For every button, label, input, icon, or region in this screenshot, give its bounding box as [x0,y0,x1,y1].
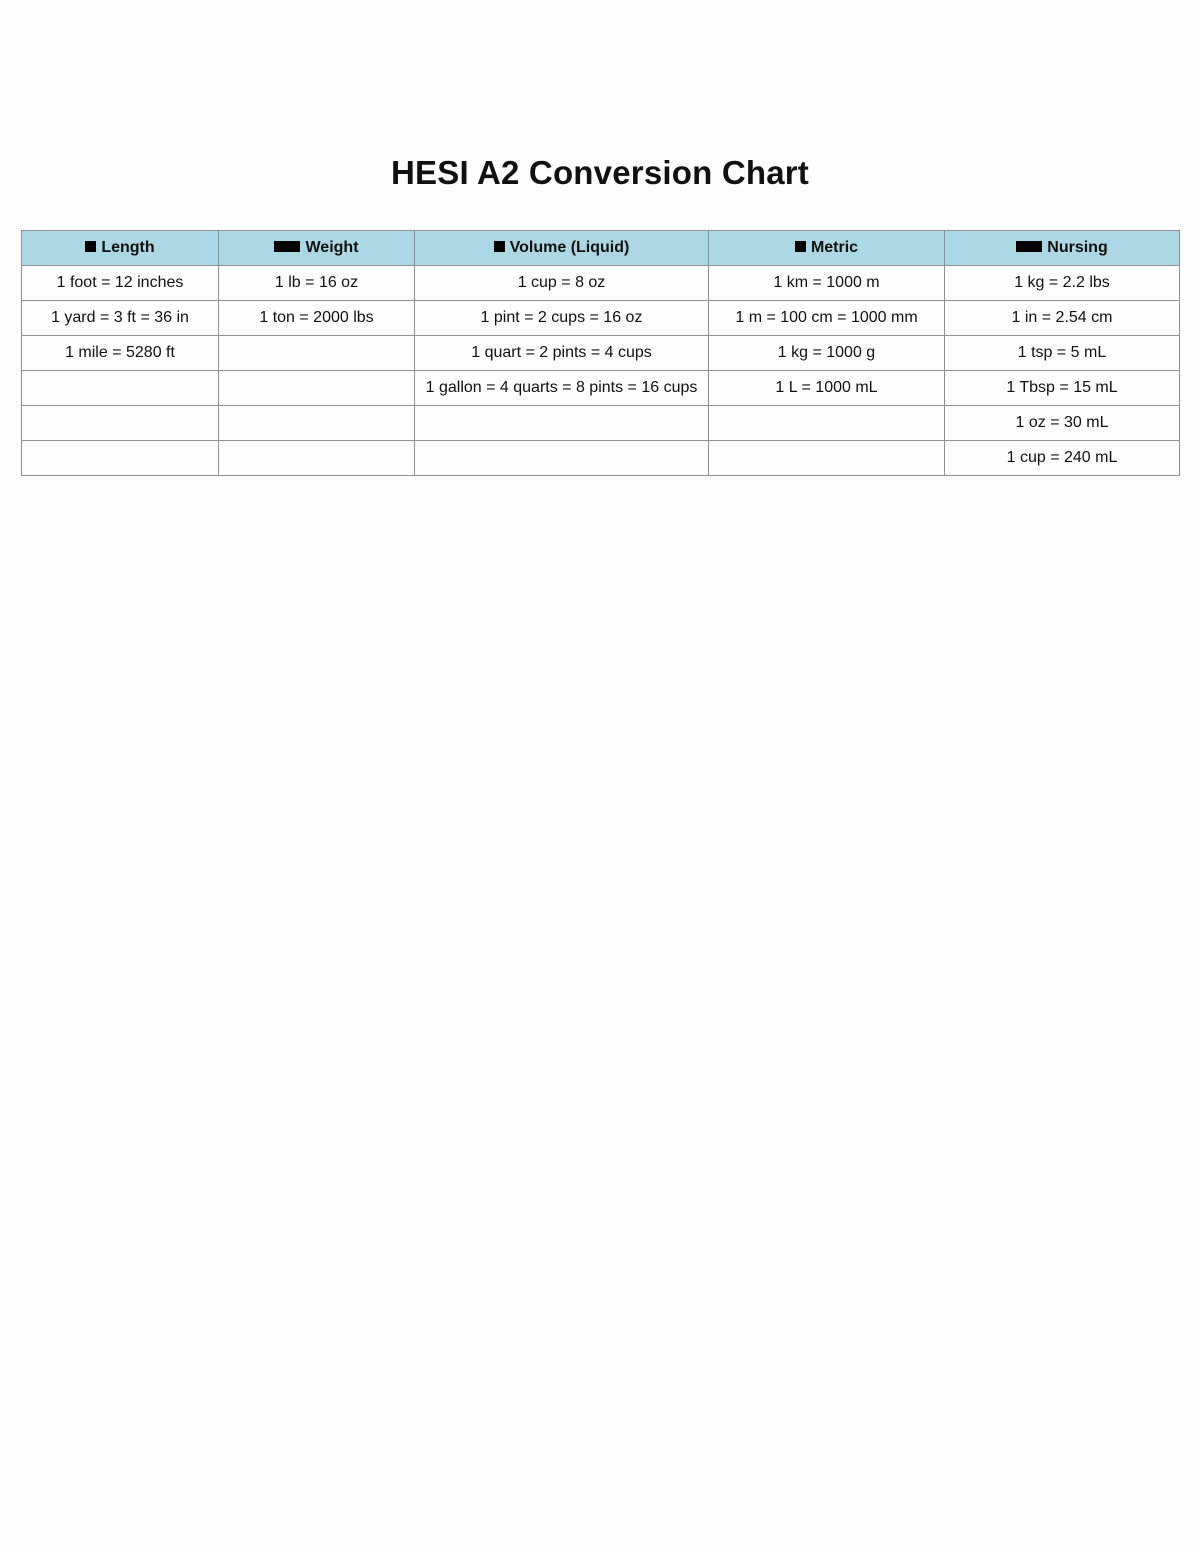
table-cell [22,441,219,476]
square-bullet-icon [494,241,505,252]
column-header-weight: Weight [219,231,415,266]
page-title: HESI A2 Conversion Chart [391,154,809,191]
table-row [22,266,1180,301]
table-cell: 1 L = 1000 mL [709,371,945,406]
table-cell: 1 in = 2.54 cm [945,301,1180,336]
table-row [22,441,1180,476]
table-cell: 1 pint = 2 cups = 16 oz [415,301,709,336]
table-cell: 1 Tbsp = 15 mL [945,371,1180,406]
table-cell: 1 oz = 30 mL [945,406,1180,441]
table-cell: 1 foot = 12 inches [22,266,219,301]
column-header-length: Length [22,231,219,266]
table-cell: 1 tsp = 5 mL [945,336,1180,371]
table-cell [219,371,415,406]
square-bullet-icon [795,241,806,252]
column-header-volume: Volume (Liquid) [415,231,709,266]
table-cell: 1 yard = 3 ft = 36 in [22,301,219,336]
table-cell: 1 kg = 2.2 lbs [945,266,1180,301]
table-cell [709,406,945,441]
table-row [22,301,1180,336]
table-cell: 1 mile = 5280 ft [22,336,219,371]
table-cell: 1 gallon = 4 quarts = 8 pints = 16 cups [415,371,709,406]
table-cell: 1 m = 100 cm = 1000 mm [709,301,945,336]
table-cell [415,406,709,441]
column-header-nursing: Nursing [945,231,1180,266]
table-row [22,406,1180,441]
table-cell [22,406,219,441]
table-cell: 1 quart = 2 pints = 4 cups [415,336,709,371]
rectangle-bullet-icon [274,241,300,252]
table-cell [219,406,415,441]
table-cell: 1 km = 1000 m [709,266,945,301]
table-cell [709,441,945,476]
column-header-metric: Metric [709,231,945,266]
table-cell [415,441,709,476]
table-row [22,371,1180,406]
table-row [22,336,1180,371]
table-cell: 1 kg = 1000 g [709,336,945,371]
rectangle-bullet-icon [1016,241,1042,252]
table-cell [219,336,415,371]
table-cell: 1 lb = 16 oz [219,266,415,301]
conversion-table [21,230,1180,476]
square-bullet-icon [85,241,96,252]
table-cell: 1 cup = 240 mL [945,441,1180,476]
table-cell [22,371,219,406]
table-cell: 1 ton = 2000 lbs [219,301,415,336]
table-cell [219,441,415,476]
table-cell: 1 cup = 8 oz [415,266,709,301]
table-header-row [22,231,1180,266]
